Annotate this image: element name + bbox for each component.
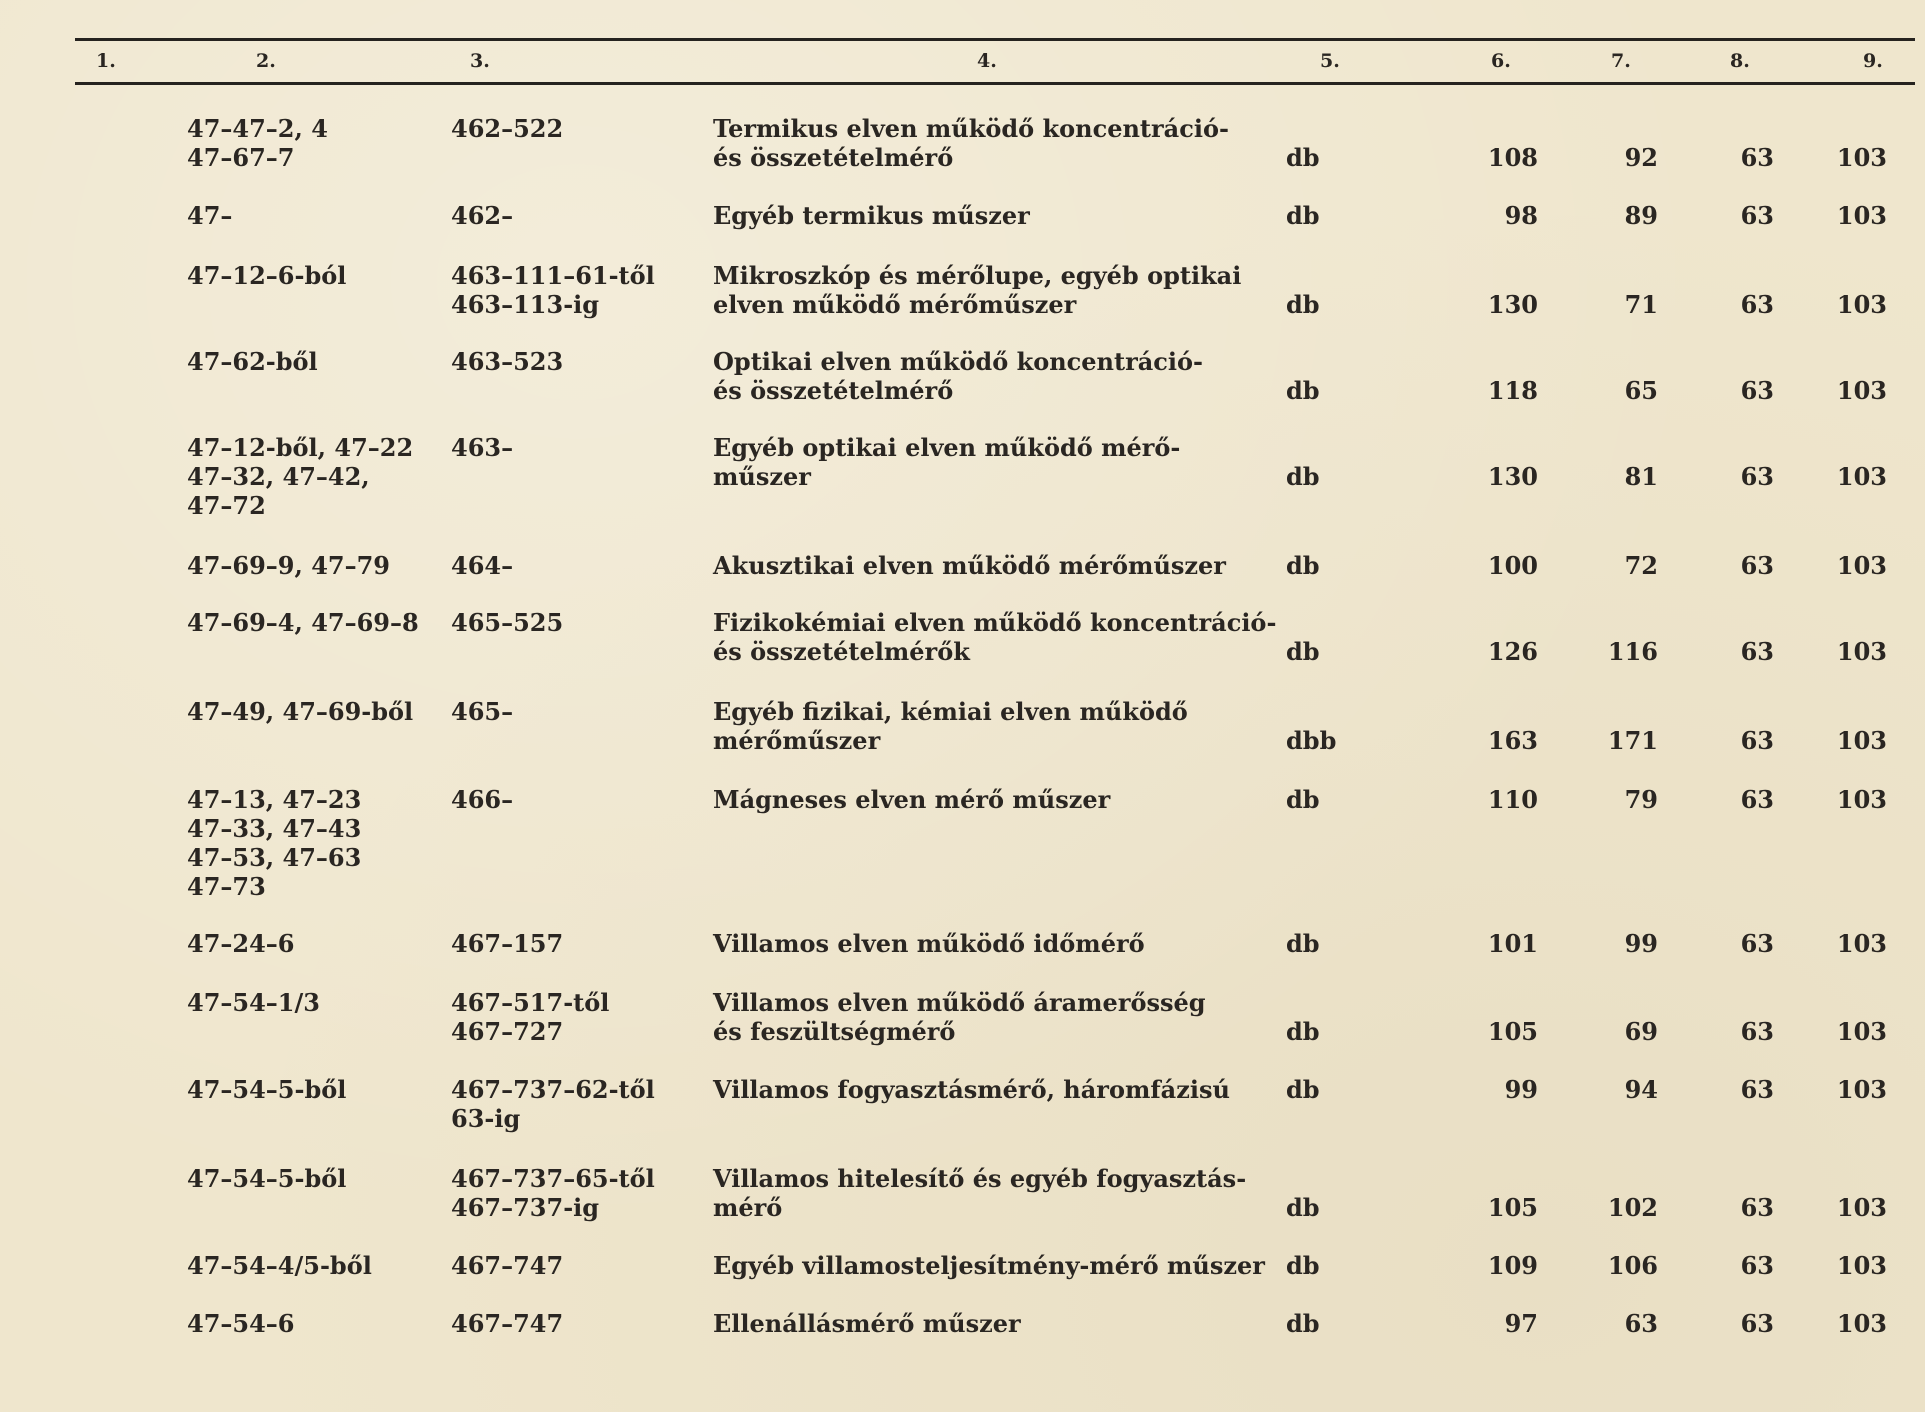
subcode-cell bbox=[451, 261, 655, 319]
code-cell-line: 47–54–4/5-ből bbox=[187, 1251, 372, 1280]
code-cell bbox=[187, 433, 413, 520]
value-col-8: 63 bbox=[1740, 726, 1774, 755]
value-col-9: 103 bbox=[1836, 143, 1887, 172]
description-cell bbox=[713, 1309, 1021, 1338]
value-col-9: 103 bbox=[1836, 462, 1887, 491]
value-col-9: 103 bbox=[1836, 785, 1887, 814]
value-col-6: 98 bbox=[1504, 201, 1538, 230]
value-col-9: 103 bbox=[1836, 1251, 1887, 1280]
subcode-cell-line: 463–111–61-től bbox=[451, 261, 655, 290]
value-col-8: 63 bbox=[1740, 1017, 1774, 1046]
subcode-cell bbox=[451, 114, 563, 143]
description-cell-line: Egyéb optikai elven működő mérő- bbox=[713, 433, 1181, 462]
code-cell bbox=[187, 697, 413, 726]
description-cell bbox=[713, 261, 1241, 319]
subcode-cell-line: 467–747 bbox=[451, 1251, 564, 1280]
code-cell bbox=[187, 1075, 346, 1104]
description-cell-line: Mikroszkóp és mérőlupe, egyéb optikai bbox=[713, 261, 1242, 290]
subcode-cell bbox=[451, 201, 513, 230]
unit-cell: db bbox=[1286, 143, 1320, 172]
unit-cell: db bbox=[1286, 462, 1320, 491]
description-cell-line: Mágneses elven mérő műszer bbox=[713, 785, 1111, 814]
description-cell-line: Villamos elven működő áramerősség bbox=[713, 988, 1206, 1017]
description-cell-line: és összetételmérők bbox=[713, 637, 970, 666]
code-cell bbox=[187, 261, 346, 290]
description-cell bbox=[713, 433, 1180, 491]
description-cell-line: és összetételmérő bbox=[713, 143, 954, 172]
description-cell-line: Termikus elven működő koncentráció- bbox=[713, 114, 1229, 143]
subcode-cell bbox=[451, 1251, 563, 1280]
code-cell-line: 47–32, 47–42, bbox=[187, 462, 370, 491]
header-col-4: 4. bbox=[977, 50, 997, 72]
code-cell bbox=[187, 551, 390, 580]
code-cell bbox=[187, 201, 232, 230]
subcode-cell bbox=[451, 697, 513, 726]
value-col-9: 103 bbox=[1836, 290, 1887, 319]
value-col-8: 63 bbox=[1740, 1075, 1774, 1104]
header-col-2: 2. bbox=[256, 50, 276, 72]
value-col-9: 103 bbox=[1836, 637, 1887, 666]
code-cell-line: 47–69–4, 47–69–8 bbox=[187, 608, 419, 637]
value-col-6: 105 bbox=[1487, 1017, 1538, 1046]
subcode-cell-line: 463– bbox=[451, 433, 514, 462]
value-col-9: 103 bbox=[1836, 1309, 1887, 1338]
code-cell bbox=[187, 114, 328, 172]
value-col-7: 116 bbox=[1607, 637, 1658, 666]
subcode-cell bbox=[451, 785, 513, 814]
table-top-rule bbox=[75, 38, 1915, 41]
value-col-8: 63 bbox=[1740, 462, 1774, 491]
header-bottom-rule bbox=[75, 82, 1915, 85]
subcode-cell-line: 463–523 bbox=[451, 347, 564, 376]
subcode-cell-line: 462– bbox=[451, 201, 514, 230]
description-cell bbox=[713, 347, 1203, 405]
unit-cell: db bbox=[1286, 201, 1320, 230]
code-cell bbox=[187, 1164, 346, 1193]
subcode-cell bbox=[451, 1309, 563, 1338]
subcode-cell bbox=[451, 988, 609, 1046]
value-col-7: 71 bbox=[1624, 290, 1658, 319]
code-cell bbox=[187, 929, 295, 958]
subcode-cell-line: 467–737–62-től bbox=[451, 1075, 655, 1104]
header-col-9: 9. bbox=[1863, 50, 1883, 72]
description-cell bbox=[713, 551, 1226, 580]
code-cell bbox=[187, 1309, 295, 1338]
description-cell-line: Fizikokémiai elven működő koncentráció- bbox=[713, 608, 1277, 637]
value-col-8: 63 bbox=[1740, 551, 1774, 580]
subcode-cell-line: 462–522 bbox=[451, 114, 564, 143]
subcode-cell-line: 467–737–65-től bbox=[451, 1164, 655, 1193]
code-cell-line: 47–69–9, 47–79 bbox=[187, 551, 391, 580]
header-col-5: 5. bbox=[1320, 50, 1340, 72]
code-cell bbox=[187, 988, 320, 1017]
unit-cell: db bbox=[1286, 376, 1320, 405]
description-cell-line: mérő bbox=[713, 1193, 783, 1222]
value-col-8: 63 bbox=[1740, 290, 1774, 319]
value-col-8: 63 bbox=[1740, 1193, 1774, 1222]
description-cell bbox=[713, 1075, 1230, 1104]
value-col-7: 102 bbox=[1607, 1193, 1658, 1222]
code-cell-line: 47–24–6 bbox=[187, 929, 295, 958]
code-cell bbox=[187, 608, 419, 637]
code-cell-line: 47–33, 47–43 bbox=[187, 814, 362, 843]
code-cell-line: 47–73 bbox=[187, 872, 266, 901]
subcode-cell bbox=[451, 1164, 655, 1222]
value-col-9: 103 bbox=[1836, 929, 1887, 958]
code-cell-line: 47–54–6 bbox=[187, 1309, 295, 1338]
code-cell-line: 47–62-ből bbox=[187, 347, 318, 376]
subcode-cell-line: 466– bbox=[451, 785, 514, 814]
header-col-8: 8. bbox=[1730, 50, 1750, 72]
description-cell bbox=[713, 929, 1145, 958]
description-cell-line: Egyéb villamosteljesítmény-mérő műszer bbox=[713, 1251, 1265, 1280]
description-cell-line: Egyéb fizikai, kémiai elven működő bbox=[713, 697, 1188, 726]
subcode-cell-line: 63-ig bbox=[451, 1104, 521, 1133]
subcode-cell bbox=[451, 929, 563, 958]
description-cell bbox=[713, 201, 1030, 230]
description-cell bbox=[713, 608, 1276, 666]
code-cell-line: 47–53, 47–63 bbox=[187, 843, 362, 872]
subcode-cell bbox=[451, 433, 513, 462]
description-cell-line: és feszültségmérő bbox=[713, 1017, 956, 1046]
value-col-8: 63 bbox=[1740, 376, 1774, 405]
value-col-6: 101 bbox=[1487, 929, 1538, 958]
code-cell-line: 47–54–5-ből bbox=[187, 1164, 347, 1193]
value-col-8: 63 bbox=[1740, 929, 1774, 958]
code-cell-line: 47–72 bbox=[187, 491, 266, 520]
value-col-7: 171 bbox=[1607, 726, 1658, 755]
code-cell-line: 47– bbox=[187, 201, 233, 230]
unit-cell: db bbox=[1286, 1309, 1320, 1338]
value-col-6: 99 bbox=[1504, 1075, 1538, 1104]
value-col-7: 106 bbox=[1607, 1251, 1658, 1280]
value-col-9: 103 bbox=[1836, 1017, 1887, 1046]
value-col-8: 63 bbox=[1740, 1309, 1774, 1338]
value-col-7: 89 bbox=[1624, 201, 1658, 230]
subcode-cell-line: 465–525 bbox=[451, 608, 564, 637]
subcode-cell-line: 463–113-ig bbox=[451, 290, 600, 319]
description-cell-line: Villamos elven működő időmérő bbox=[713, 929, 1145, 958]
subcode-cell bbox=[451, 551, 513, 580]
code-cell bbox=[187, 347, 318, 376]
header-col-6: 6. bbox=[1491, 50, 1511, 72]
description-cell bbox=[713, 697, 1188, 755]
value-col-8: 63 bbox=[1740, 201, 1774, 230]
subcode-cell bbox=[451, 1075, 655, 1133]
header-col-1: 1. bbox=[96, 50, 116, 72]
value-col-8: 63 bbox=[1740, 1251, 1774, 1280]
unit-cell: db bbox=[1286, 1075, 1320, 1104]
value-col-6: 109 bbox=[1487, 1251, 1538, 1280]
value-col-9: 103 bbox=[1836, 1193, 1887, 1222]
value-col-8: 63 bbox=[1740, 785, 1774, 814]
unit-cell: db bbox=[1286, 1251, 1320, 1280]
code-cell-line: 47–67–7 bbox=[187, 143, 295, 172]
description-cell bbox=[713, 114, 1229, 172]
subcode-cell-line: 464– bbox=[451, 551, 514, 580]
value-col-6: 100 bbox=[1487, 551, 1538, 580]
value-col-7: 65 bbox=[1624, 376, 1658, 405]
value-col-7: 99 bbox=[1624, 929, 1658, 958]
value-col-9: 103 bbox=[1836, 376, 1887, 405]
code-cell bbox=[187, 785, 361, 901]
code-cell bbox=[187, 1251, 372, 1280]
code-cell-line: 47–12–6-ból bbox=[187, 261, 347, 290]
subcode-cell-line: 465– bbox=[451, 697, 514, 726]
value-col-7: 94 bbox=[1624, 1075, 1658, 1104]
value-col-9: 103 bbox=[1836, 1075, 1887, 1104]
code-cell-line: 47–47–2, 4 bbox=[187, 114, 328, 143]
code-cell-line: 47–12-ből, 47–22 bbox=[187, 433, 414, 462]
subcode-cell-line: 467–747 bbox=[451, 1309, 564, 1338]
value-col-7: 92 bbox=[1624, 143, 1658, 172]
code-cell-line: 47–13, 47–23 bbox=[187, 785, 362, 814]
value-col-9: 103 bbox=[1836, 201, 1887, 230]
value-col-6: 130 bbox=[1487, 462, 1538, 491]
subcode-cell bbox=[451, 347, 563, 376]
value-col-6: 105 bbox=[1487, 1193, 1538, 1222]
value-col-6: 118 bbox=[1487, 376, 1538, 405]
value-col-6: 110 bbox=[1487, 785, 1538, 814]
unit-cell: db bbox=[1286, 1193, 1320, 1222]
description-cell bbox=[713, 785, 1110, 814]
value-col-9: 103 bbox=[1836, 726, 1887, 755]
header-col-7: 7. bbox=[1611, 50, 1631, 72]
description-cell bbox=[713, 1164, 1246, 1222]
unit-cell: db bbox=[1286, 785, 1320, 814]
description-cell-line: és összetételmérő bbox=[713, 376, 954, 405]
value-col-6: 163 bbox=[1487, 726, 1538, 755]
description-cell bbox=[713, 1251, 1265, 1280]
value-col-7: 72 bbox=[1624, 551, 1658, 580]
code-cell-line: 47–49, 47–69-ből bbox=[187, 697, 414, 726]
value-col-9: 103 bbox=[1836, 551, 1887, 580]
description-cell-line: Villamos fogyasztásmérő, háromfázisú bbox=[713, 1075, 1230, 1104]
description-cell-line: Optikai elven működő koncentráció- bbox=[713, 347, 1203, 376]
value-col-8: 63 bbox=[1740, 143, 1774, 172]
code-cell-line: 47–54–5-ből bbox=[187, 1075, 347, 1104]
value-col-7: 79 bbox=[1624, 785, 1658, 814]
subcode-cell bbox=[451, 608, 563, 637]
description-cell-line: Villamos hitelesítő és egyéb fogyasztás- bbox=[713, 1164, 1247, 1193]
unit-cell: db bbox=[1286, 551, 1320, 580]
description-cell-line: műszer bbox=[713, 462, 811, 491]
description-cell-line: mérőműszer bbox=[713, 726, 881, 755]
value-col-7: 81 bbox=[1624, 462, 1658, 491]
description-cell-line: Egyéb termikus műszer bbox=[713, 201, 1030, 230]
subcode-cell-line: 467–517-től bbox=[451, 988, 610, 1017]
value-col-6: 97 bbox=[1504, 1309, 1538, 1338]
unit-cell: db bbox=[1286, 1017, 1320, 1046]
value-col-7: 69 bbox=[1624, 1017, 1658, 1046]
value-col-6: 130 bbox=[1487, 290, 1538, 319]
subcode-cell-line: 467–157 bbox=[451, 929, 564, 958]
subcode-cell-line: 467–737-ig bbox=[451, 1193, 600, 1222]
code-cell-line: 47–54–1/3 bbox=[187, 988, 320, 1017]
value-col-6: 108 bbox=[1487, 143, 1538, 172]
value-col-8: 63 bbox=[1740, 637, 1774, 666]
description-cell-line: Akusztikai elven működő mérőműszer bbox=[713, 551, 1226, 580]
unit-cell: db bbox=[1286, 929, 1320, 958]
description-cell-line: elven működő mérőműszer bbox=[713, 290, 1077, 319]
header-col-3: 3. bbox=[470, 50, 490, 72]
unit-cell: db bbox=[1286, 637, 1320, 666]
value-col-7: 63 bbox=[1624, 1309, 1658, 1338]
unit-cell: dbb bbox=[1286, 726, 1337, 755]
unit-cell: db bbox=[1286, 290, 1320, 319]
description-cell-line: Ellenállásmérő műszer bbox=[713, 1309, 1021, 1338]
description-cell bbox=[713, 988, 1206, 1046]
value-col-6: 126 bbox=[1487, 637, 1538, 666]
subcode-cell-line: 467–727 bbox=[451, 1017, 564, 1046]
